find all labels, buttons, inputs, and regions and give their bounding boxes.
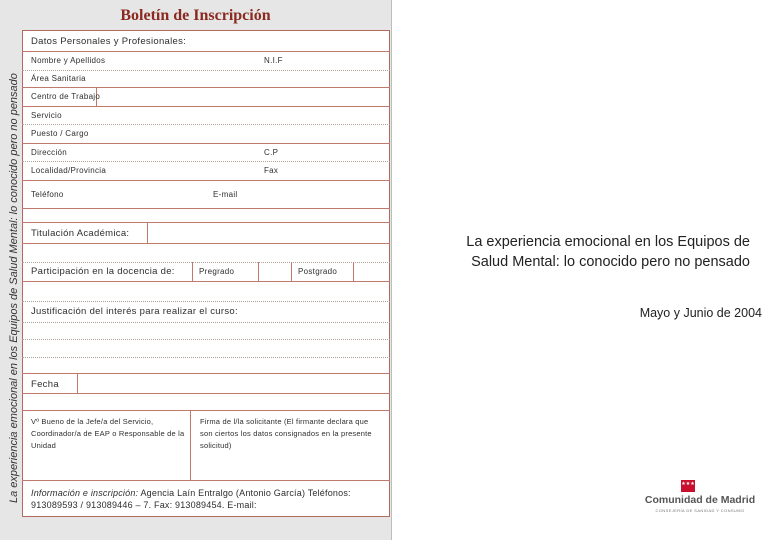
fax-field-label: Fax [264,166,279,175]
date-field-label: Fecha [31,379,59,390]
row-divider [22,208,390,209]
row-divider [22,410,390,411]
row-divider [22,106,390,107]
cover-title: La experiencia emocional en los Equipos de Salud Mental: lo conocido pero no pensado [466,234,750,270]
personal-data-heading: Datos Personales y Profesionales: [31,36,187,47]
contact-info-text: Agencia Laín Entralgo (Antonio García) Teléfonos: 913089593 / 913089446 – 7. Fax: 913089454. E-mail: [31,488,351,510]
nif-field-label: N.I.F [264,56,283,65]
vertical-course-title: La experiencia emocional en los Equipos de Salud Mental: lo conocido pero no pensado [8,73,20,503]
row-divider [22,243,390,244]
star-icon: ★★★ [681,481,695,487]
undergraduate-option-label: Pregrado [199,267,235,276]
row-divider [22,70,390,71]
row-divider [22,124,390,125]
phone-field-label: Teléfono [31,190,64,199]
logo-subtitle: CONSEJERÍA DE SANIDAD Y CONSUMO [655,508,745,513]
row-divider [22,339,390,340]
supervisor-approval-label: Vº Bueno de la Jefe/a del Servicio, Coordinador/a de EAP o Responsable de la Unidad [31,417,185,450]
justification-field-label: Justificación del interés para realizar el curso: [31,306,238,317]
column-divider [258,262,259,281]
area-field-label: Área Sanitaria [31,74,86,83]
workplace-field-label: Centro de Trabajo [31,92,101,101]
row-divider [22,262,390,263]
position-field-label: Puesto / Cargo [31,129,89,138]
applicant-signature-label: Firma de l/la solicitante (El firmante declara que son ciertos los datos consignados en la presente solicitud) [200,417,372,450]
madrid-flag-icon [681,480,695,492]
column-divider [353,262,354,281]
row-divider [22,222,390,223]
row-divider [22,87,390,88]
column-divider [77,373,78,393]
row-divider [22,301,390,302]
row-divider [22,393,390,394]
row-divider [22,51,390,52]
degree-field-label: Titulación Académica: [31,228,130,239]
column-divider [147,222,148,243]
page-divider [391,0,392,540]
row-divider [22,143,390,144]
cover-dates: Mayo y Junio de 2004 [639,306,762,320]
teaching-field-label: Participación en la docencia de: [31,266,175,277]
contact-info [31,487,383,511]
city-field-label: Localidad/Provincia [31,166,107,175]
contact-info-label: Información e inscripción: [31,488,139,498]
row-divider [22,480,390,481]
address-field-label: Dirección [31,148,68,157]
column-divider [291,262,292,281]
row-divider [22,161,390,162]
logo-text: Comunidad de Madrid [644,494,756,506]
form-title: Boletín de Inscripción [120,7,271,24]
comunidad-de-madrid-logo [632,480,768,516]
name-field-label: Nombre y Apellidos [31,56,106,65]
row-divider [22,322,390,323]
postal-code-field-label: C.P [264,148,279,157]
row-divider [22,180,390,181]
row-divider [22,281,390,282]
column-divider [190,410,191,480]
email-field-label: E-mail [213,190,238,199]
service-field-label: Servicio [31,111,62,120]
postgraduate-option-label: Postgrado [298,267,338,276]
column-divider [192,262,193,281]
row-divider [22,357,390,358]
